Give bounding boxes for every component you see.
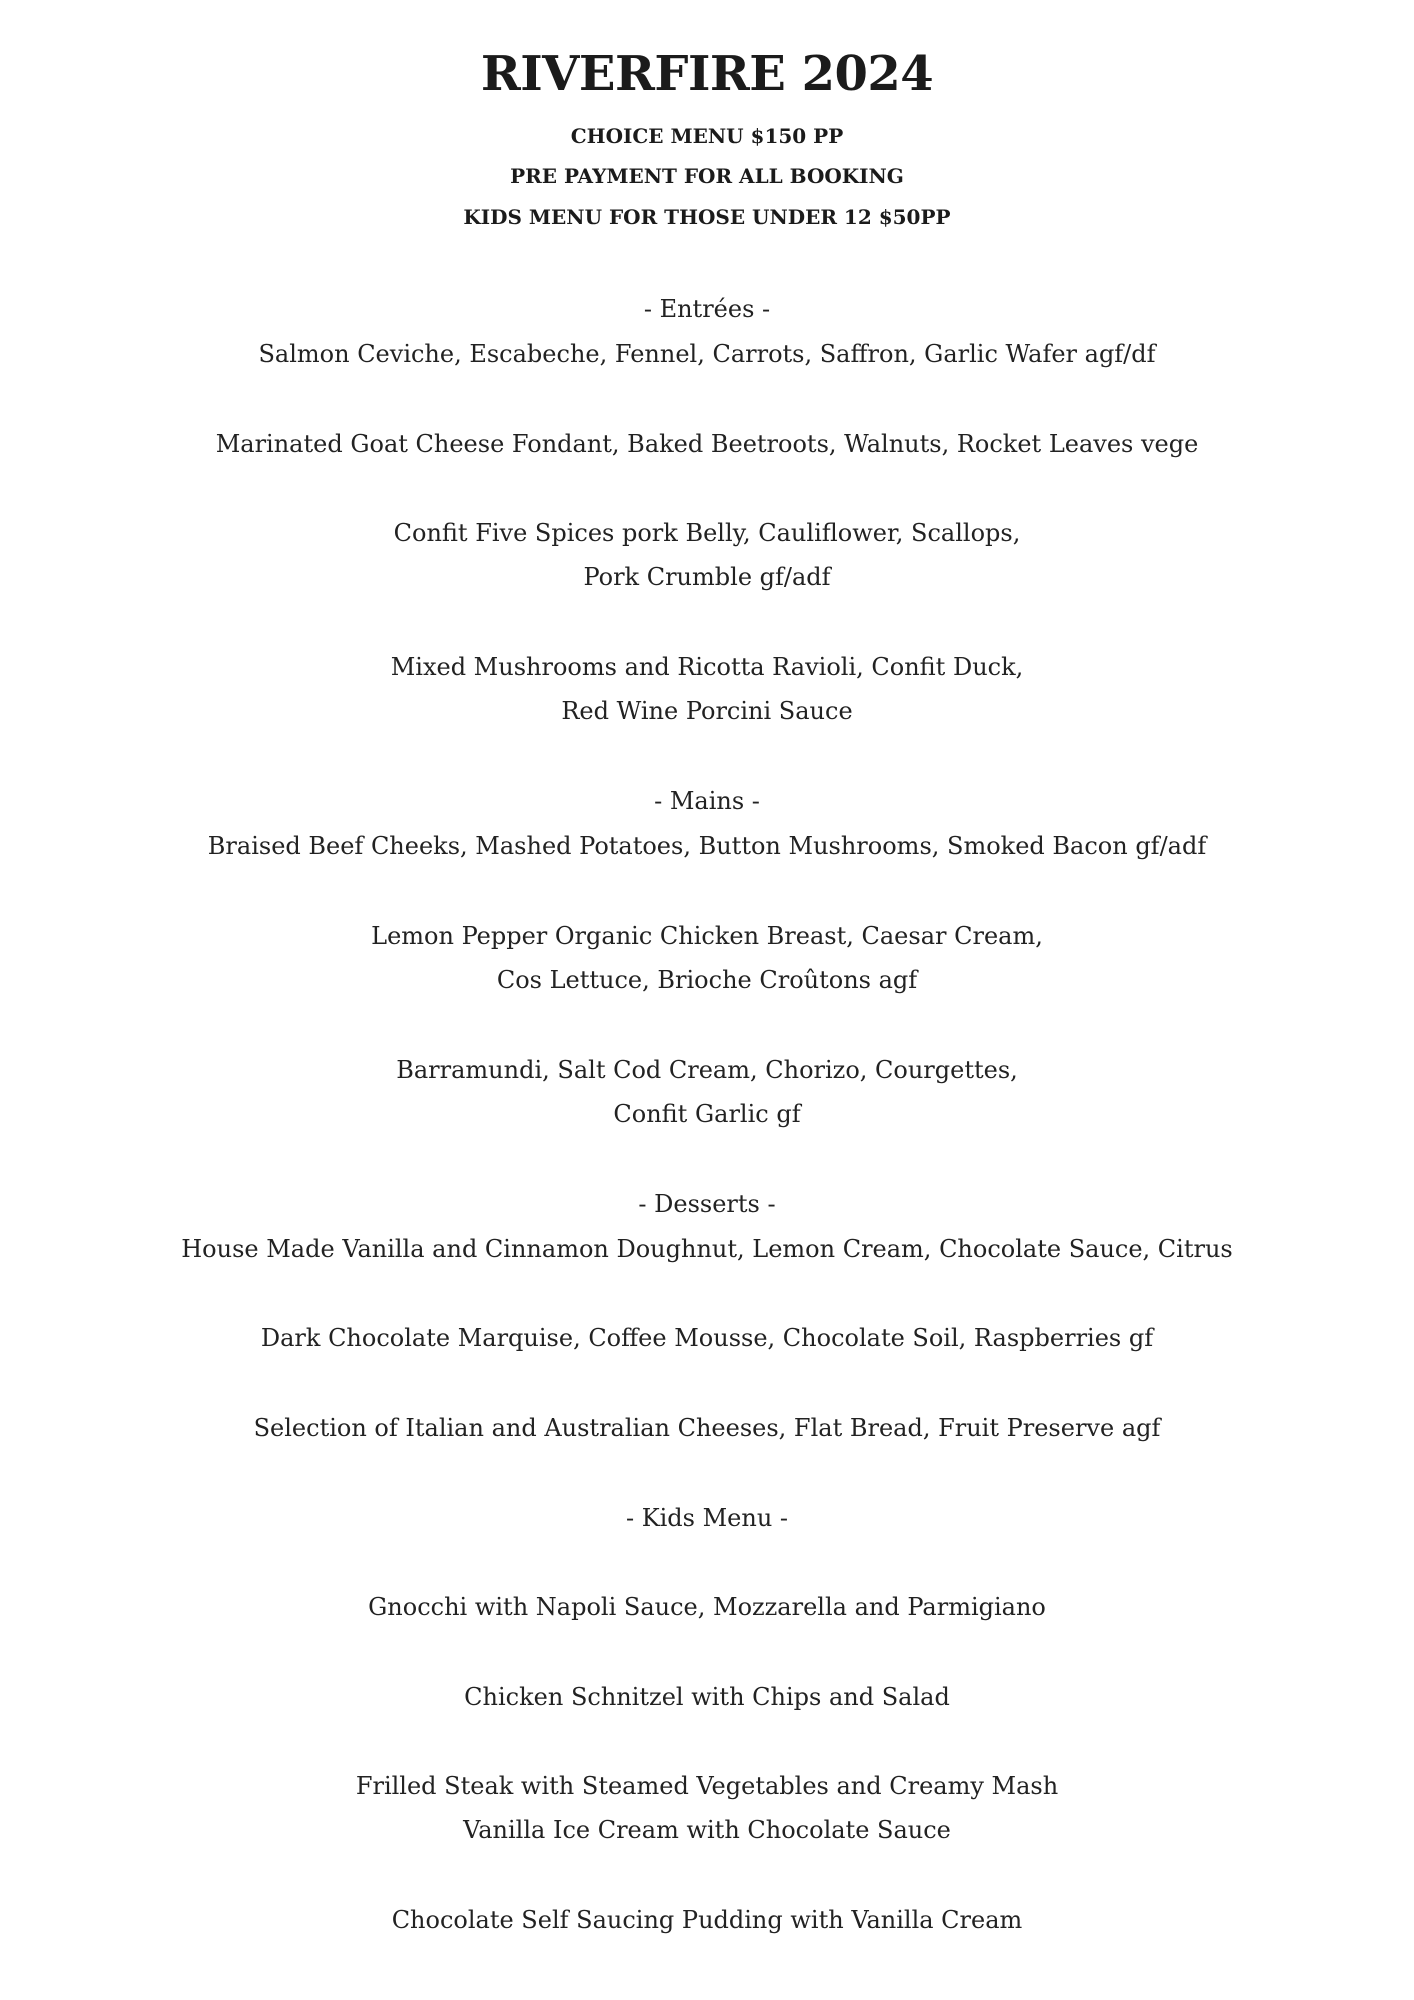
menu-item-line: Barramundi, Salt Cod Cream, Chorizo, Courgettes,: [396, 1056, 1018, 1084]
menu-item-line: House Made Vanilla and Cinnamon Doughnut, Lemon Cream, Chocolate Sauce, Citrus: [181, 1235, 1233, 1263]
menu-item-line: Frilled Steak with Steamed Vegetables and Creamy Mash: [355, 1772, 1059, 1800]
menu-item-line: Red Wine Porcini Sauce: [561, 697, 853, 725]
menu-item-line: Chocolate Self Saucing Pudding with Vanilla Cream: [391, 1906, 1023, 1934]
entree-item: [0, 422, 1414, 466]
menu-item-line: Cos Lettuce, Brioche Croûtons agf: [496, 966, 918, 994]
choice-menu-price: CHOICE MENU $150 PP: [570, 124, 844, 148]
prepayment-note: PRE PAYMENT FOR ALL BOOKING: [510, 164, 904, 188]
menu-item-line: Confit Five Spices pork Belly, Cauliflower, Scallops,: [393, 519, 1021, 547]
section-entrees-heading: - Entrées -: [643, 295, 771, 323]
dessert-item: [0, 1316, 1414, 1360]
menu-item-line: Braised Beef Cheeks, Mashed Potatoes, Button Mushrooms, Smoked Bacon gf/adf: [207, 832, 1207, 860]
main-item: [0, 1048, 1414, 1136]
dessert-item: [0, 1406, 1414, 1450]
menu-item-line: Confit Garlic gf: [613, 1100, 801, 1128]
dessert-item: [0, 1227, 1414, 1271]
entree-item: [0, 511, 1414, 599]
menu-item-line: Dark Chocolate Marquise, Coffee Mousse, Chocolate Soil, Raspberries gf: [260, 1324, 1154, 1352]
menu-item-line: Pork Crumble gf/adf: [583, 563, 831, 591]
entree-item: [0, 645, 1414, 733]
kids-item: [0, 1675, 1414, 1719]
entree-item: [0, 332, 1414, 376]
menu-item-line: Vanilla Ice Cream with Chocolate Sauce: [463, 1816, 951, 1844]
menu-item-line: Lemon Pepper Organic Chicken Breast, Caesar Cream,: [371, 922, 1043, 950]
menu-item-line: Gnocchi with Napoli Sauce, Mozzarella and Parmigiano: [368, 1593, 1046, 1621]
section-kids-menu-heading: - Kids Menu -: [625, 1504, 789, 1532]
main-item: [0, 824, 1414, 868]
section-mains-heading: - Mains -: [654, 787, 760, 815]
kids-item: [0, 1764, 1414, 1852]
kids-item: [0, 1585, 1414, 1629]
section-desserts-heading: - Desserts -: [638, 1190, 776, 1218]
menu-item-line: Selection of Italian and Australian Cheeses, Flat Bread, Fruit Preserve agf: [253, 1414, 1161, 1442]
main-item: [0, 914, 1414, 1002]
kids-menu-price: KIDS MENU FOR THOSE UNDER 12 $50PP: [463, 205, 951, 229]
menu-item-line: Chicken Schnitzel with Chips and Salad: [464, 1683, 950, 1711]
menu-title: RIVERFIRE 2024: [480, 46, 934, 102]
menu-item-line: Mixed Mushrooms and Ricotta Ravioli, Confit Duck,: [390, 653, 1024, 681]
menu-item-line: Salmon Ceviche, Escabeche, Fennel, Carrots, Saffron, Garlic Wafer agf/df: [258, 340, 1156, 368]
menu-item-line: Marinated Goat Cheese Fondant, Baked Beetroots, Walnuts, Rocket Leaves vege: [215, 430, 1199, 458]
kids-item: [0, 1898, 1414, 1942]
